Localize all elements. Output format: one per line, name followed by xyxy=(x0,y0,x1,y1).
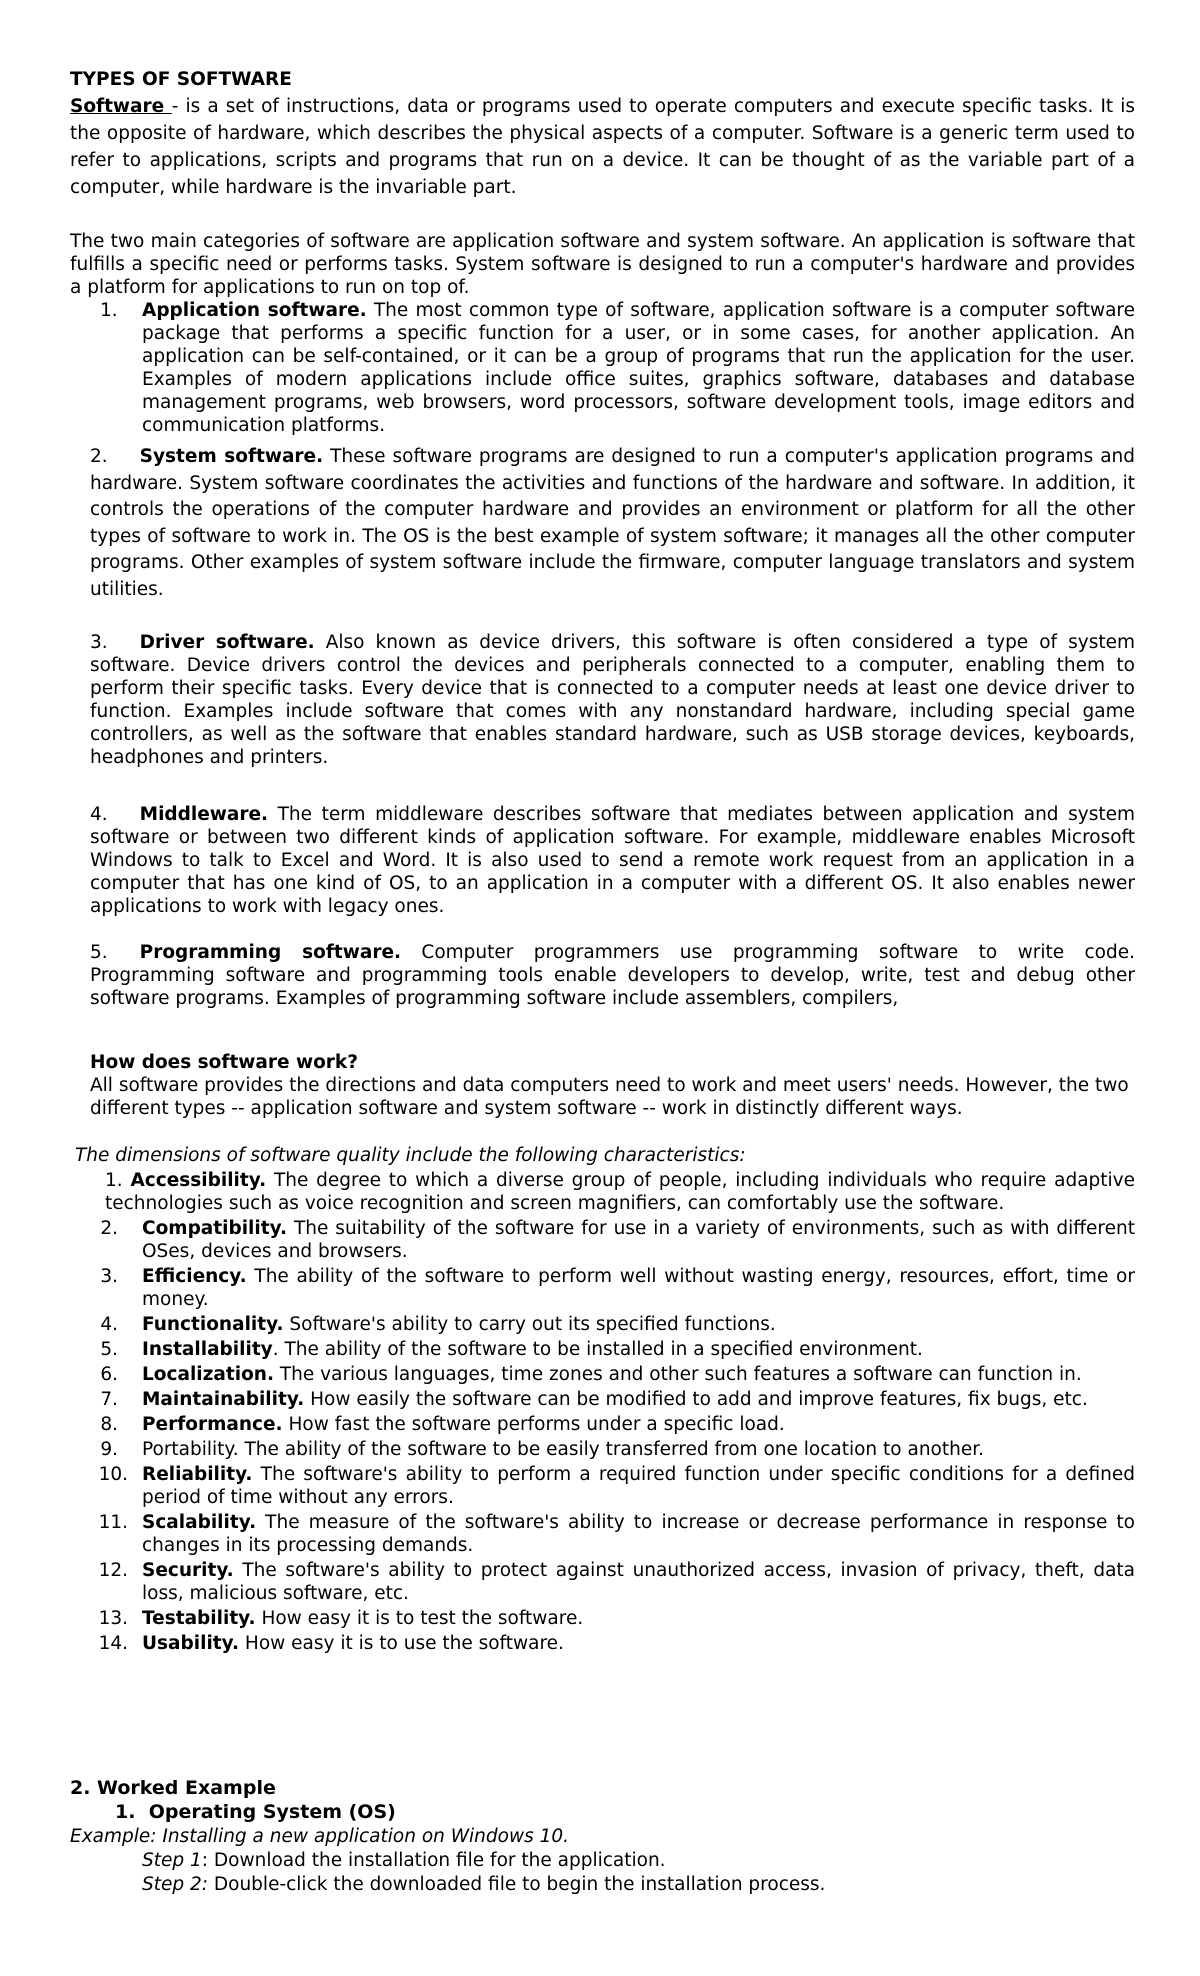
quality-name: Reliability. xyxy=(142,1464,253,1485)
quality-section xyxy=(70,1144,1135,1167)
type-description: These software programs are designed to run a computer's application programs and hardware. System software coordinates the activities and functions of the hardware and software. In addition, it controls the operations of the computer hardware and provides an environment or platform for all the other types of software to work in. The OS is the best example of system software; it manages all the other computer programs. Other examples of system software include the firmware, computer language translators and system utilities. xyxy=(90,446,1135,600)
type-text xyxy=(90,803,1135,918)
quality-number: 10. xyxy=(98,1464,128,1485)
quality-description: How fast the software performs under a specific load. xyxy=(282,1414,785,1435)
quality-item xyxy=(70,1265,1135,1311)
quality-name: Performance. xyxy=(142,1414,283,1435)
type-text xyxy=(90,941,1135,1010)
os-heading xyxy=(70,1801,1135,1824)
type-item-middleware xyxy=(70,803,1135,918)
quality-number: 6. xyxy=(100,1364,118,1385)
type-number: 5. xyxy=(90,942,108,963)
quality-number: 11. xyxy=(98,1512,128,1533)
quality-item xyxy=(70,1632,1135,1655)
quality-number: 12. xyxy=(98,1560,128,1581)
type-name: Middleware. xyxy=(139,804,269,825)
type-description: The most common type of software, application software is a computer software package that performs a specific function for a user, or in some cases, for another application. An application can be self-contained, or it can be a group of programs that run the application for the user. Examples of modern applications include office suites, graphics software, databases and database management programs, web browsers, word processors, software development tools, image editors and communication platforms. xyxy=(142,300,1135,436)
quality-name: Localization. xyxy=(142,1364,274,1385)
type-number: 2. xyxy=(90,446,108,467)
quality-name: Usability. xyxy=(142,1633,240,1654)
quality-description: The ability of the software to perform well without wasting energy, resources, effort, time or money. xyxy=(142,1266,1135,1310)
step-2 xyxy=(70,1873,1135,1896)
quality-description: . The ability of the software to be installed in a specified environment. xyxy=(272,1339,923,1360)
type-name: Application software. xyxy=(142,300,367,321)
os-number: 1. xyxy=(115,1801,136,1823)
worked-example-section xyxy=(70,1777,1135,1896)
quality-intro: The dimensions of software quality include the following characteristics: xyxy=(75,1145,746,1166)
quality-number: 1. xyxy=(105,1170,123,1191)
categories-intro: The two main categories of software are application software and system software. An application is software that fulfills a specific need or performs tasks. System software is designed to run a computer's hardware and provides a platform for applications to run on top of. xyxy=(70,231,1135,298)
how-section xyxy=(70,1051,1135,1120)
quality-number: 2. xyxy=(100,1218,118,1239)
step-1-label: Step 1 xyxy=(142,1850,202,1871)
quality-item xyxy=(70,1463,1135,1509)
type-text xyxy=(90,444,1135,603)
quality-description: The degree to which a diverse group of people, including individuals who require adaptive technologies such as voice recognition and screen magnifiers, can comfortably use the software. xyxy=(105,1170,1135,1214)
type-text xyxy=(142,299,1135,437)
quality-name: Accessibility. xyxy=(130,1170,267,1191)
quality-list xyxy=(70,1169,1135,1657)
quality-number: 13. xyxy=(98,1608,128,1629)
type-name: Programming software. xyxy=(139,942,402,963)
intro-section xyxy=(70,66,1135,201)
quality-description: How easy it is to test the software. xyxy=(255,1608,584,1629)
quality-number: 8. xyxy=(100,1414,118,1435)
quality-item xyxy=(70,1607,1135,1630)
quality-description: How easy it is to use the software. xyxy=(239,1633,564,1654)
quality-name: Testability. xyxy=(142,1608,256,1629)
quality-item xyxy=(70,1338,1135,1361)
worked-example-text: Example: Installing a new application on Windows 10. xyxy=(70,1826,570,1847)
quality-item xyxy=(70,1388,1135,1411)
type-item-driver xyxy=(70,631,1135,769)
type-description: Also known as device drivers, this software is often considered a type of system software. Device drivers control the devices and peripherals connected to a computer, enabling them to perform their specific tasks. Every device that is connected to a computer needs at least one device driver to function. Examples include software that comes with any nonstandard hardware, including special game controllers, as well as the software that enables standard hardware, such as USB storage devices, keyboards, headphones and printers. xyxy=(90,632,1135,768)
software-definition xyxy=(70,93,1135,201)
quality-description: The software's ability to protect against unauthorized access, invasion of privacy, theft, data loss, malicious software, etc. xyxy=(142,1560,1135,1604)
type-name: Driver software. xyxy=(139,632,315,653)
how-text: All software provides the directions and data computers need to work and meet users' needs. However, the two different types -- application software and system software -- work in distinctly different ways. xyxy=(90,1075,1129,1119)
quality-description: Portability. The ability of the software to be easily transferred from one location to another. xyxy=(142,1439,985,1460)
quality-item xyxy=(70,1438,1135,1461)
quality-number: 9. xyxy=(100,1439,118,1460)
quality-item xyxy=(70,1559,1135,1605)
type-item-system xyxy=(70,444,1135,603)
type-name: System software. xyxy=(139,446,324,467)
how-heading: How does software work? xyxy=(90,1052,358,1073)
quality-item xyxy=(70,1217,1135,1263)
type-text xyxy=(90,631,1135,769)
type-description: The term middleware describes software that mediates between application and system software or between two different kinds of application software. For example, middleware enables Microsoft Windows to talk to Excel and Word. It is also used to send a remote work request from an application in a computer that has one kind of OS, to an application in a computer with a different OS. It also enables newer applications to work with legacy ones. xyxy=(90,804,1135,917)
step-1-text: : Download the installation file for the application. xyxy=(201,1850,666,1871)
quality-description: The various languages, time zones and other such features a software can function in. xyxy=(273,1364,1082,1385)
categories-intro-section xyxy=(70,230,1135,299)
quality-description: The suitability of the software for use in a variety of environments, such as with different OSes, devices and browsers. xyxy=(142,1218,1135,1262)
step-2-label: Step 2: xyxy=(142,1874,209,1895)
quality-name: Efficiency. xyxy=(142,1266,247,1287)
quality-item xyxy=(70,1363,1135,1386)
quality-name: Scalability. xyxy=(142,1512,257,1533)
step-2-text: Double-click the downloaded file to begin the installation process. xyxy=(208,1874,826,1895)
quality-number: 5. xyxy=(100,1339,118,1360)
quality-number: 14. xyxy=(98,1633,128,1654)
page-title: TYPES OF SOFTWARE xyxy=(70,69,292,90)
type-number: 4. xyxy=(90,804,108,825)
quality-item xyxy=(70,1413,1135,1436)
software-definition-text: - is a set of instructions, data or programs used to operate computers and execute specific tasks. It is the opposite of hardware, which describes the physical aspects of a computer. Software is a generic term used to refer to applications, scripts and programs that run on a device. It can be thought of as the variable part of a computer, while hardware is the invariable part. xyxy=(70,96,1135,198)
quality-number: 4. xyxy=(100,1314,118,1335)
type-number: 1. xyxy=(100,300,118,321)
type-number: 3. xyxy=(90,632,108,653)
software-term: Software xyxy=(70,96,172,117)
quality-name: Functionality. xyxy=(142,1314,284,1335)
type-item-programming xyxy=(70,941,1135,1010)
quality-name: Security. xyxy=(142,1560,234,1581)
quality-description: How easily the software can be modified to add and improve features, fix bugs, etc. xyxy=(304,1389,1088,1410)
type-description: Computer programmers use programming software to write code. Programming software and programming tools enable developers to develop, write, test and debug other software programs. Examples of programming software include assemblers, compilers, xyxy=(90,942,1135,1009)
quality-description: The measure of the software's ability to increase or decrease performance in response to changes in its processing demands. xyxy=(142,1512,1135,1556)
quality-name: Compatibility. xyxy=(142,1218,287,1239)
quality-name: Maintainability. xyxy=(142,1389,305,1410)
quality-item xyxy=(70,1313,1135,1336)
quality-description: The software's ability to perform a required function under specific conditions for a defined period of time without any errors. xyxy=(142,1464,1135,1508)
quality-item xyxy=(70,1511,1135,1557)
quality-name: Installability xyxy=(142,1339,273,1360)
os-title: Operating System (OS) xyxy=(148,1801,396,1823)
quality-number: 3. xyxy=(100,1266,118,1287)
step-1 xyxy=(70,1849,1135,1872)
quality-item xyxy=(70,1169,1135,1215)
worked-example-heading: 2. Worked Example xyxy=(70,1777,276,1799)
quality-number: 7. xyxy=(100,1389,118,1410)
type-item-application xyxy=(70,299,1135,437)
quality-description: Software's ability to carry out its specified functions. xyxy=(283,1314,776,1335)
